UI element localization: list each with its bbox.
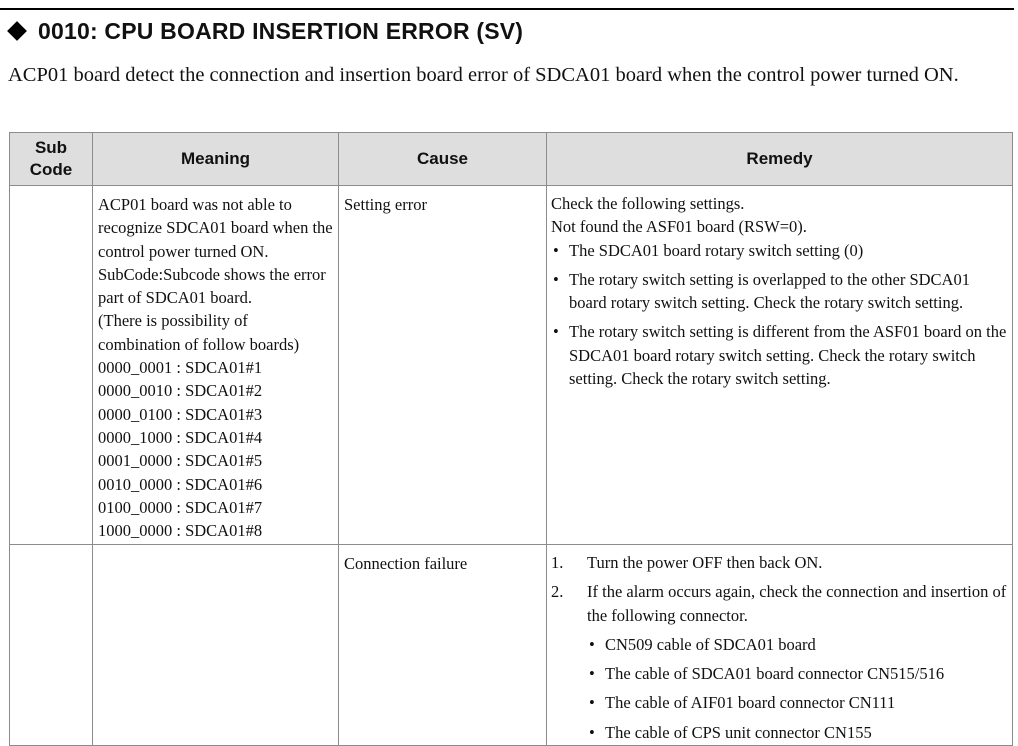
meaning-cell	[93, 545, 339, 746]
cause-cell	[339, 186, 547, 545]
meaning-cell	[93, 186, 339, 545]
cause-text: Connection failure	[344, 554, 468, 573]
list-item: • The SDCA01 board rotary switch setting (0)	[551, 239, 1010, 262]
connector-list	[587, 633, 1010, 744]
cause-cell	[339, 545, 547, 746]
code-item: 0000_0001 : SDCA01#1	[98, 358, 263, 378]
remedy-bullet-list	[551, 239, 1010, 391]
remedy-intro: Check the following settings.	[551, 194, 745, 213]
intro-paragraph: ACP01 board detect the connection and insertion board error of SDCA01 board when the control power turned ON.	[8, 64, 959, 86]
list-item: • The rotary switch setting is different from the ASF01 board on the SDCA01 board rotary switch setting. Check the rotary switch setting. Check the rotary switch setting.	[551, 320, 1010, 390]
error-table	[9, 132, 1013, 746]
code-item: 0000_1000 : SDCA01#4	[98, 427, 263, 447]
code-item: 0100_0000 : SDCA01#7	[98, 497, 263, 517]
meaning-line: (There is possibility of combination of follow boards)	[98, 311, 300, 354]
meaning-line: ACP01 board was not able to recognize SDCA01 board when the control power turned ON.	[98, 195, 333, 261]
remedy-step-list	[551, 551, 1010, 744]
page-title	[6, 14, 523, 48]
remedy-cell	[547, 545, 1013, 746]
step-number: 2.	[551, 582, 564, 602]
table-header-row	[10, 133, 1013, 186]
header-remedy: Remedy	[547, 133, 1013, 186]
code-item: 0000_0010 : SDCA01#2	[98, 381, 263, 401]
page-title-text: 0010: CPU BOARD INSERTION ERROR (SV)	[38, 17, 524, 44]
remedy-cell	[547, 186, 1013, 545]
list-item: • CN509 cable of SDCA01 board	[587, 633, 1010, 656]
code-item: 0010_0000 : SDCA01#6	[98, 474, 263, 494]
table-row	[10, 545, 1013, 746]
header-sub-code: Sub Code	[10, 133, 93, 186]
sub-code-cell	[10, 545, 93, 746]
list-item: • The rotary switch setting is overlapped to the other SDCA01 board rotary switch setting. Check the rotary switch setting.	[551, 268, 1010, 315]
list-item	[551, 580, 1010, 744]
diamond-bullet-icon	[7, 21, 27, 41]
step-text: Turn the power OFF then back ON.	[587, 553, 823, 572]
list-item: • The cable of AIF01 board connector CN111	[587, 691, 1010, 714]
sub-code-cell	[10, 186, 93, 545]
step-text: If the alarm occurs again, check the connection and insertion of the following connector.	[587, 582, 1007, 625]
meaning-line: SubCode:Subcode shows the error part of SDCA01 board.	[98, 264, 326, 308]
code-item: 1000_0000 : SDCA01#8	[98, 521, 263, 541]
header-meaning: Meaning	[93, 133, 339, 186]
code-item: 0001_0000 : SDCA01#5	[98, 451, 263, 471]
list-item: • The cable of SDCA01 board connector CN515/516	[587, 662, 1010, 685]
cause-text: Setting error	[344, 195, 427, 214]
top-rule	[0, 8, 1014, 10]
remedy-note: Not found the ASF01 board (RSW=0).	[551, 217, 807, 237]
list-item: • The cable of CPS unit connector CN155	[587, 721, 1010, 744]
step-number: 1.	[551, 553, 564, 572]
code-item: 0000_0100 : SDCA01#3	[98, 404, 263, 424]
header-cause: Cause	[339, 133, 547, 186]
table-row	[10, 186, 1013, 545]
list-item	[551, 551, 1010, 574]
code-list	[98, 356, 334, 542]
